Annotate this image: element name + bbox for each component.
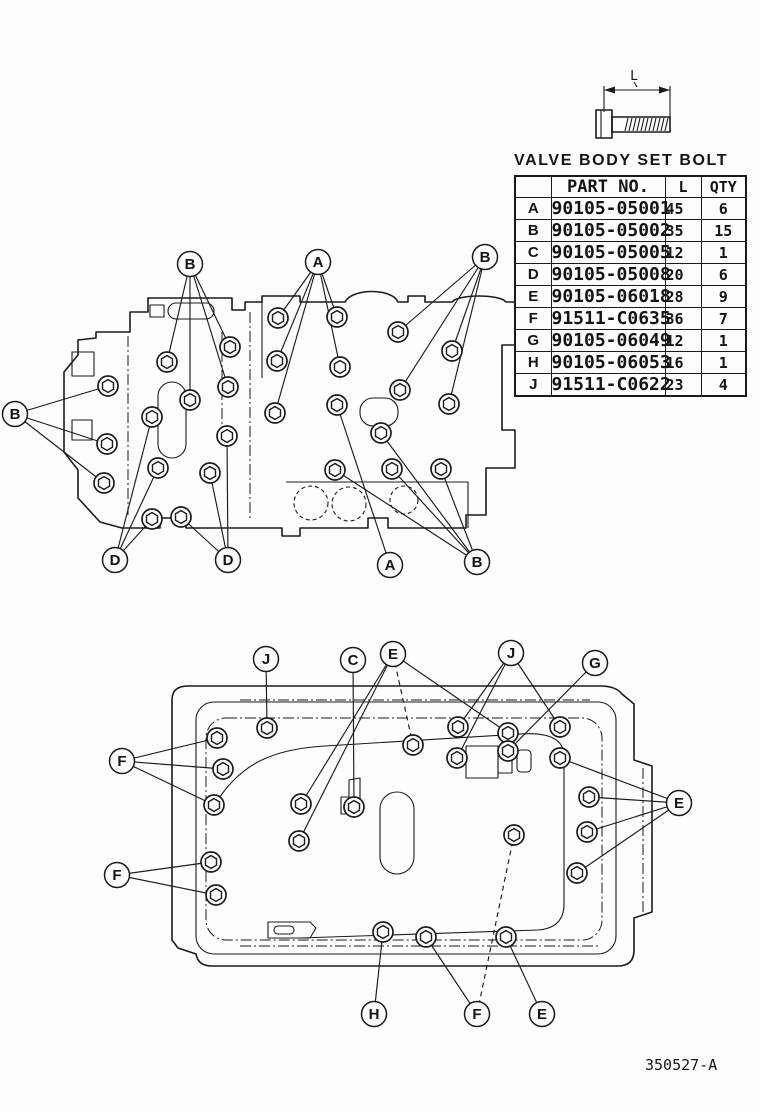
solenoid-body xyxy=(466,746,498,778)
table-row: G 90105-06049 12 1 xyxy=(515,330,746,352)
leader-line xyxy=(190,264,228,387)
gasket-line xyxy=(206,718,602,940)
leader-line xyxy=(117,862,211,875)
table-row: D 90105-05008 20 6 xyxy=(515,264,746,286)
leader-line xyxy=(400,257,485,390)
callout-label-E: E xyxy=(673,794,685,812)
drawing-number: 350527-A xyxy=(645,1056,718,1074)
table-row: F 91511-C0635 36 7 xyxy=(515,308,746,330)
leader-line xyxy=(587,803,679,832)
callout-label-J: J xyxy=(261,650,271,668)
leader-line xyxy=(301,651,393,804)
callout-balloons xyxy=(105,641,692,1027)
callout-label-D: D xyxy=(222,551,234,569)
table-row: C 90105-05005 12 1 xyxy=(515,242,746,264)
bore-circle xyxy=(332,487,366,521)
leader-line xyxy=(15,414,104,483)
table-title: VALVE BODY SET BOLT xyxy=(514,152,729,169)
leader-line xyxy=(381,433,477,562)
lower-callout-layer xyxy=(105,641,692,1027)
callout-label-J: J xyxy=(506,644,516,662)
bolt-threads xyxy=(625,118,668,131)
bolt-icons xyxy=(201,717,599,947)
bore-circle xyxy=(294,486,328,520)
table-row: J 91511-C0622 23 4 xyxy=(515,374,746,397)
leader-line xyxy=(511,653,560,727)
pan-bracket xyxy=(268,922,316,938)
callout-label-B: B xyxy=(184,255,196,273)
callout-label-F: F xyxy=(112,866,122,884)
bore-circle xyxy=(390,486,418,514)
leader-line xyxy=(477,835,514,1014)
pan-capsule-slot xyxy=(380,792,414,874)
leader-line xyxy=(115,417,152,560)
bolt-length-dimension xyxy=(604,69,670,118)
callout-label-B: B xyxy=(9,405,21,423)
leader-line xyxy=(15,386,108,414)
leader-line xyxy=(449,257,485,404)
leader-line xyxy=(275,262,318,413)
callout-label-G: G xyxy=(589,654,601,672)
leader-line xyxy=(426,937,477,1014)
dimension-label: L xyxy=(630,69,638,84)
leader-line xyxy=(458,653,511,727)
leader-line xyxy=(210,473,228,560)
table-row: B 90105-05002 35 15 xyxy=(515,220,746,242)
callout-label-D: D xyxy=(109,551,121,569)
table-row: A 90105-05001 45 6 xyxy=(515,198,746,220)
callout-label-F: F xyxy=(117,752,127,770)
leader-line xyxy=(122,738,217,761)
header-key xyxy=(515,176,551,198)
callout-label-A: A xyxy=(312,253,324,271)
header-length: L xyxy=(665,176,701,198)
table-row: E 90105-06018 28 9 xyxy=(515,286,746,308)
callout-label-A: A xyxy=(384,556,396,574)
bolt-drawing xyxy=(596,69,670,138)
bolt-parts-table xyxy=(514,175,747,397)
callout-label-H: H xyxy=(368,1005,380,1023)
callout-label-E: E xyxy=(536,1005,548,1023)
leader-line xyxy=(190,264,230,347)
bolt-icons xyxy=(94,307,462,529)
bolt-head xyxy=(596,110,612,138)
leader-line xyxy=(117,875,216,895)
callout-label-B: B xyxy=(471,553,483,571)
callout-label-F: F xyxy=(472,1005,482,1023)
leader-line xyxy=(227,436,228,560)
header-qty: QTY xyxy=(701,176,746,198)
callout-label-E: E xyxy=(387,645,399,663)
table-row: H 90105-06053 16 1 xyxy=(515,352,746,374)
leader-line xyxy=(167,264,190,362)
upper-oval xyxy=(360,398,398,426)
leader-line xyxy=(560,758,679,803)
callout-label-B: B xyxy=(479,248,491,266)
leader-line xyxy=(15,414,107,444)
table-header-row xyxy=(515,176,746,198)
header-part: PART NO. xyxy=(551,176,665,198)
callout-label-C: C xyxy=(347,651,359,669)
